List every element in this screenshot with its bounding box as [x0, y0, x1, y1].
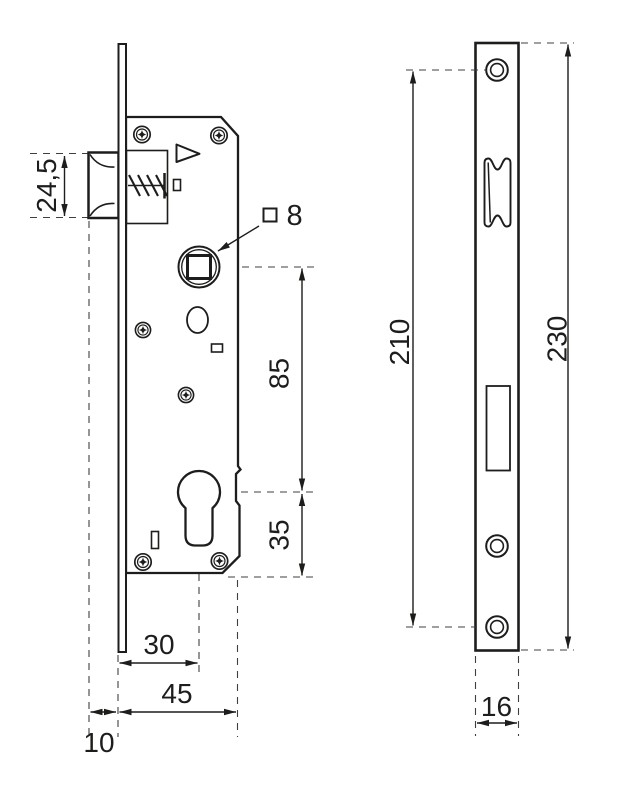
latch-bolt-body [89, 153, 119, 219]
dim-spindle-to-cylinder [263, 269, 302, 491]
dim-label-85: 85 [263, 357, 295, 390]
dim-latch-projection [83, 712, 116, 758]
dim-case-depth [120, 678, 237, 712]
dim-label-230: 230 [541, 315, 573, 363]
dim-label-10: 10 [83, 727, 115, 758]
dim-label-210: 210 [383, 318, 415, 366]
dim-label-spindle-square: 8 [286, 200, 303, 232]
dim-backset [120, 629, 198, 663]
side-view [30, 44, 318, 758]
dim-label-latch-height: 24,5 [30, 158, 62, 213]
screw-icon [211, 553, 227, 569]
screw-icon [211, 127, 227, 143]
screw-icon [134, 126, 150, 142]
dim-faceplate-width [477, 691, 517, 723]
dim-latch-height [31, 156, 65, 216]
dim-screw-spacing [384, 72, 415, 626]
square-section-icon [264, 209, 277, 222]
faceplate-front [476, 43, 519, 651]
dim-label-45: 45 [161, 678, 193, 709]
dim-cylinder-to-bottom [263, 494, 302, 576]
faceplate-edge [119, 44, 127, 652]
screw-icon [135, 554, 151, 570]
dim-label-16: 16 [480, 691, 513, 722]
latch-bolt [89, 153, 119, 219]
screw-icon [178, 387, 193, 402]
dim-label-35: 35 [263, 519, 295, 551]
latch-spring-assembly [127, 151, 168, 224]
dim-faceplate-length [541, 45, 572, 649]
front-view [384, 43, 574, 736]
dim-label-30: 30 [143, 629, 175, 660]
screw-icon [135, 322, 150, 337]
